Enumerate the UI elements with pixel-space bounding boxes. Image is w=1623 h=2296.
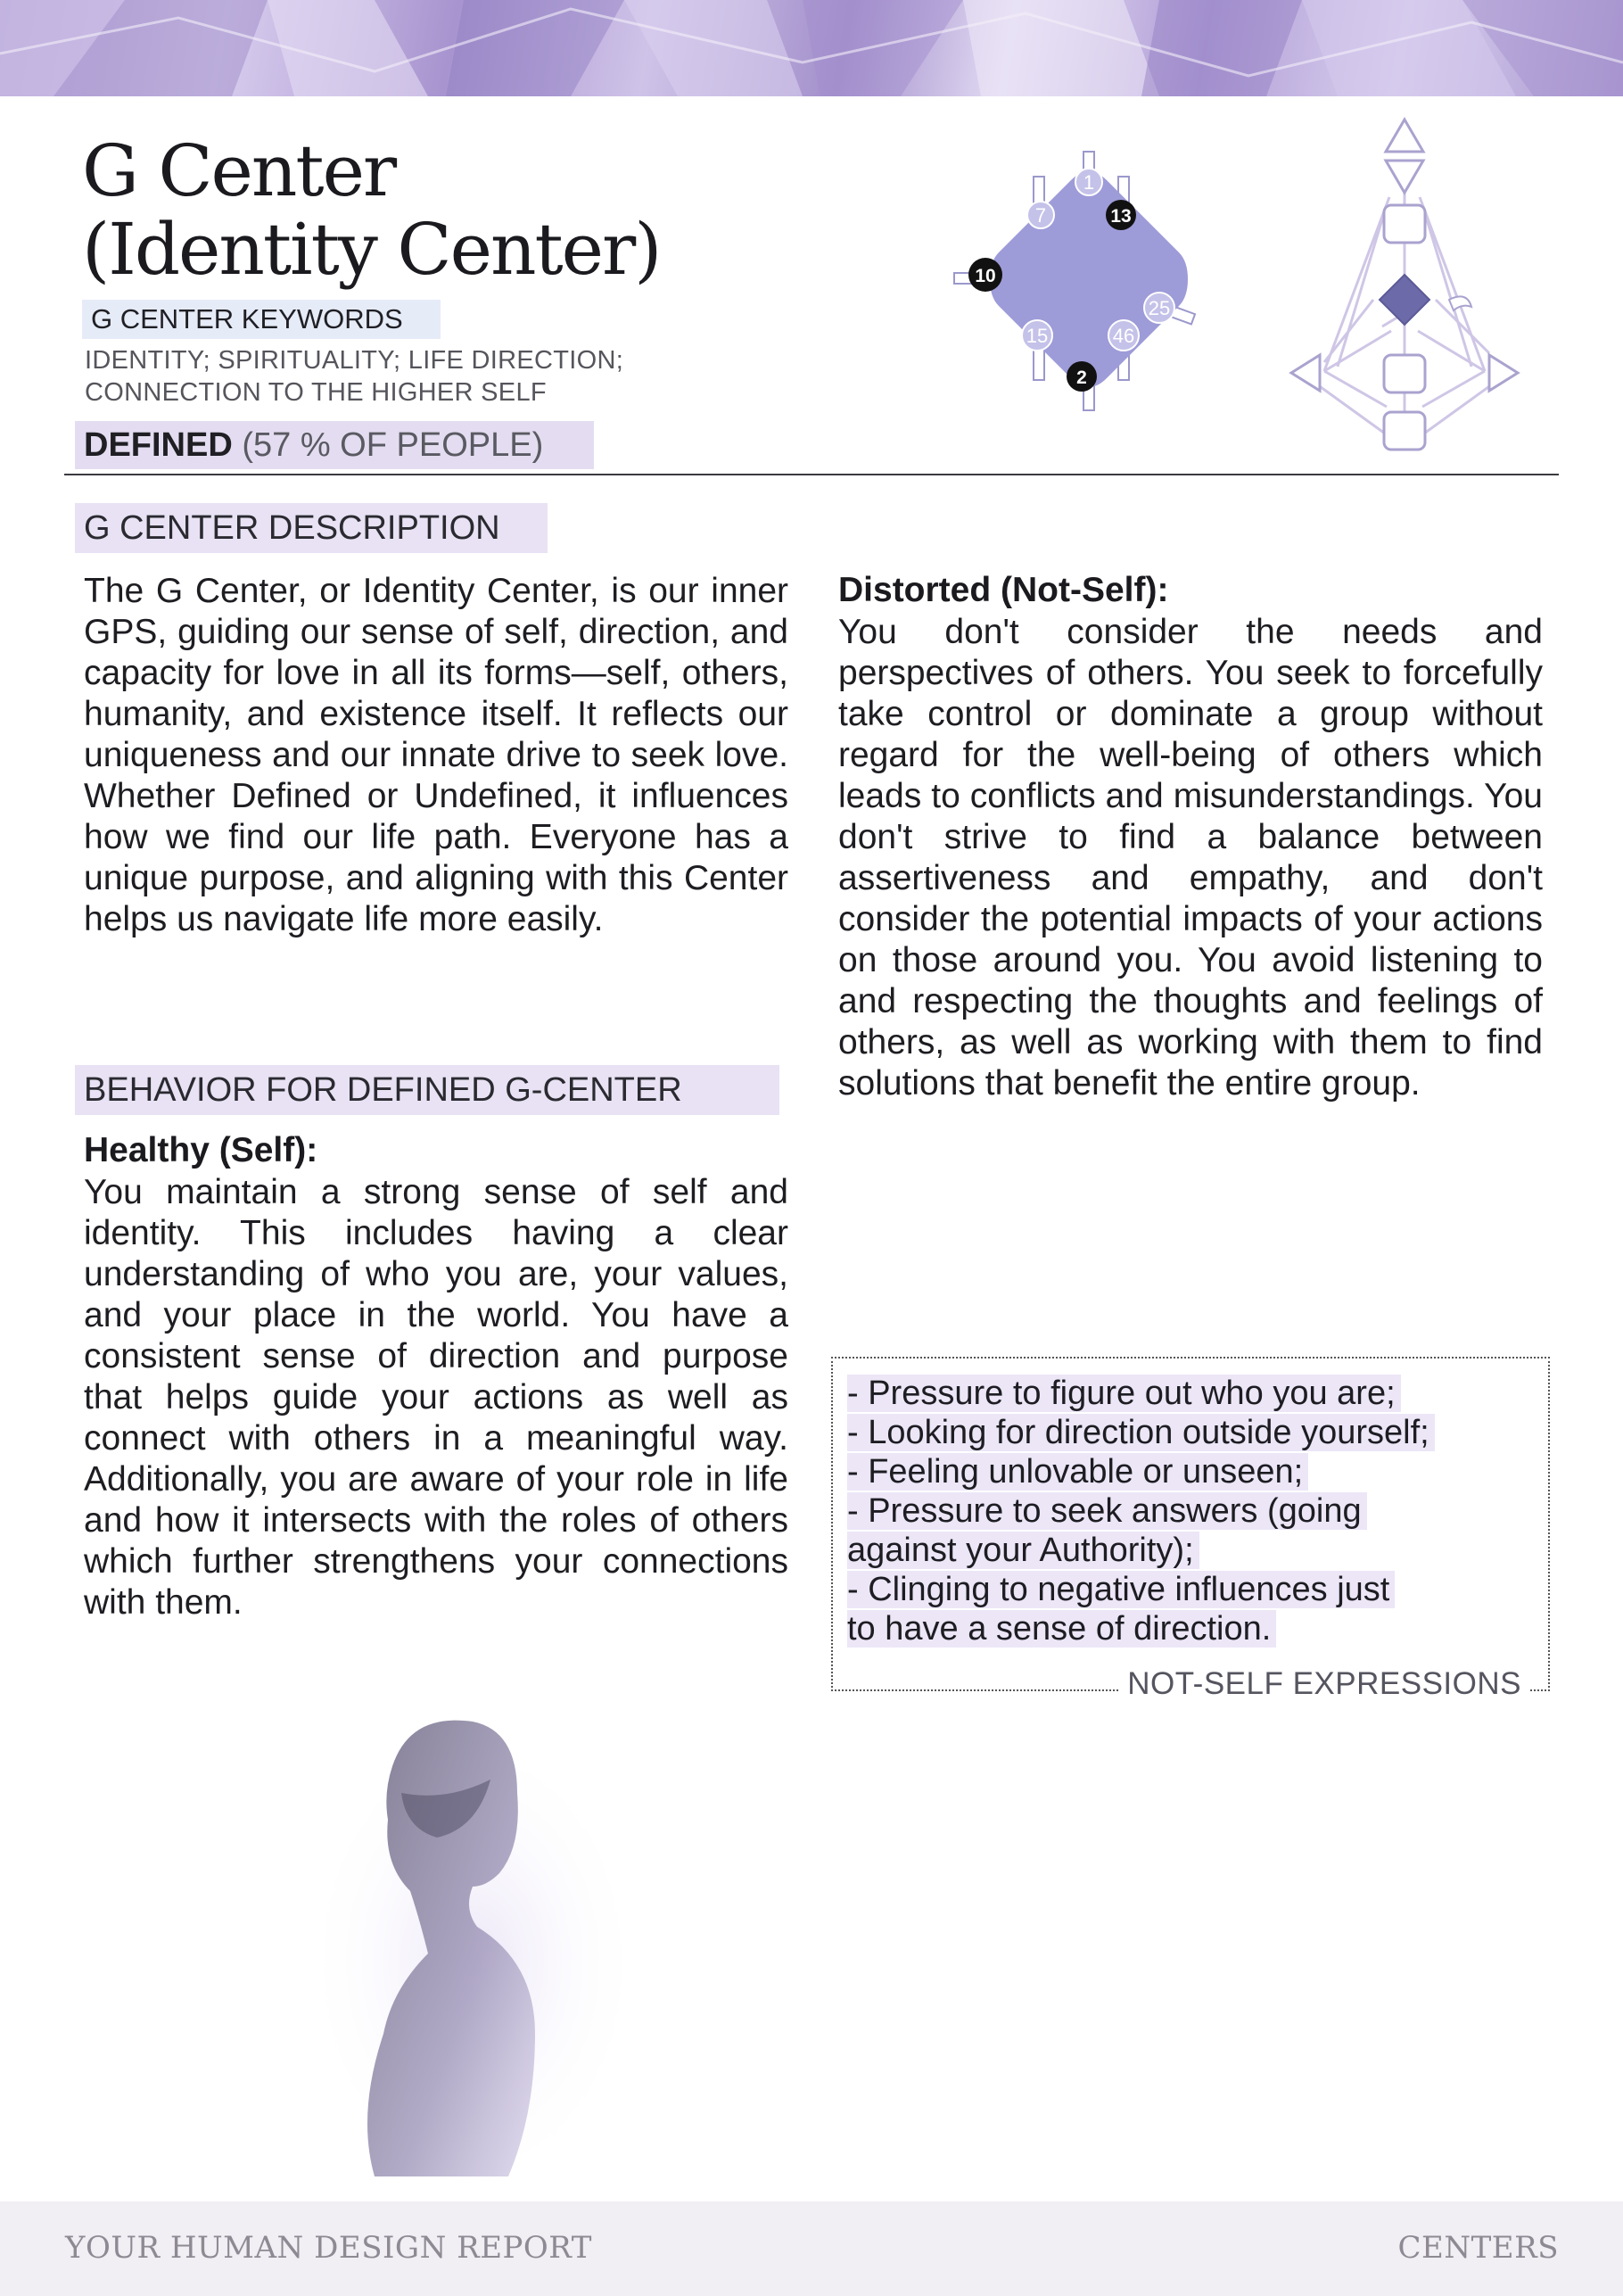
page-title (82, 129, 706, 291)
crystal-banner-image (0, 0, 1623, 96)
defined-stat: (57 % OF PEOPLE) (242, 426, 544, 464)
not-self-list (847, 1374, 1543, 1648)
not-self-item: - Looking for direction outside yourself; (847, 1414, 1435, 1451)
not-self-item: - Feeling unlovable or unseen; (847, 1453, 1308, 1491)
keywords-text (85, 344, 709, 409)
title-line-2: (Identity Center) (82, 208, 661, 291)
keywords-label: G CENTER KEYWORDS (82, 300, 441, 339)
healthy-title: Healthy (Self): (84, 1131, 318, 1169)
defined-badge (75, 421, 594, 469)
footer-report-title: YOUR HUMAN DESIGN REPORT (65, 2230, 592, 2266)
gate-13-label: 13 (1110, 206, 1132, 227)
defined-label: DEFINED (84, 426, 233, 464)
gate-15-label: 15 (1026, 325, 1049, 347)
behavior-heading: BEHAVIOR FOR DEFINED G-CENTER (75, 1065, 779, 1115)
gate-2-label: 2 (1076, 368, 1087, 388)
footer-section-name: CENTERS (1397, 2230, 1559, 2266)
distorted-title: Distorted (Not-Self): (838, 571, 1169, 609)
bodygraph-icon (1284, 112, 1525, 460)
description-text: The G Center, or Identity Center, is our inner GPS, guiding our sense of self, direction, and capacity for love in all its forms—self, others, humanity, and existence itself. It reflects our uniqueness and our innate drive to seek love. Whether Defined or Undefined, it influences how we find our life path. Everyone has a unique purpose, and aligning with this Center helps us navigate life more easily. (84, 572, 788, 938)
title-line-1: G Center (82, 129, 396, 212)
keywords-line-2: CONNECTION TO THE HIGHER SELF (85, 378, 547, 407)
description-heading: G CENTER DESCRIPTION (75, 503, 548, 553)
person-silhouette-image (294, 1695, 651, 2194)
gate-10-label: 10 (975, 266, 996, 286)
gate-7-label: 7 (1034, 204, 1047, 227)
g-center-gate-diagram (945, 143, 1213, 419)
gate-1-label: 1 (1083, 171, 1095, 194)
not-self-label: NOT-SELF EXPRESSIONS (1120, 1666, 1530, 1702)
not-self-item: - Clinging to negative influences just (847, 1571, 1395, 1608)
not-self-item: - Pressure to figure out who you are; (847, 1375, 1401, 1412)
gate-25-label: 25 (1148, 297, 1171, 319)
distorted-text: You don't consider the needs and perspectives of others. You seek to forcefully take control or dominate a group without regard for the well-being of others which leads to conflicts and misunderstandings. You don't strive to find a balance between assertiveness and empathy, and don't consider the potential impacts of your actions on those around you. You avoid listening to and respecting the thoughts and feelings of others, as well as working with them to find solutions that benefit the entire group. (838, 613, 1543, 1103)
keywords-line-1: IDENTITY; SPIRITUALITY; LIFE DIRECTION; (85, 346, 624, 375)
not-self-item: - Pressure to seek answers (going (847, 1492, 1367, 1530)
not-self-item: to have a sense of direction. (847, 1610, 1276, 1648)
not-self-item: against your Authority); (847, 1532, 1199, 1569)
gate-46-label: 46 (1112, 325, 1135, 347)
healthy-text: You maintain a strong sense of self and identity. This includes having a clear understanding of who you are, your values, and your place in the world. You have a consistent sense of direction and purpose that helps guide your actions as well as connect with others in a meaningful way. Additionally, you are aware of your role in life and how it intersects with the roles of others which further strengthens your connections with them. (84, 1173, 788, 1622)
header-divider (64, 474, 1559, 475)
